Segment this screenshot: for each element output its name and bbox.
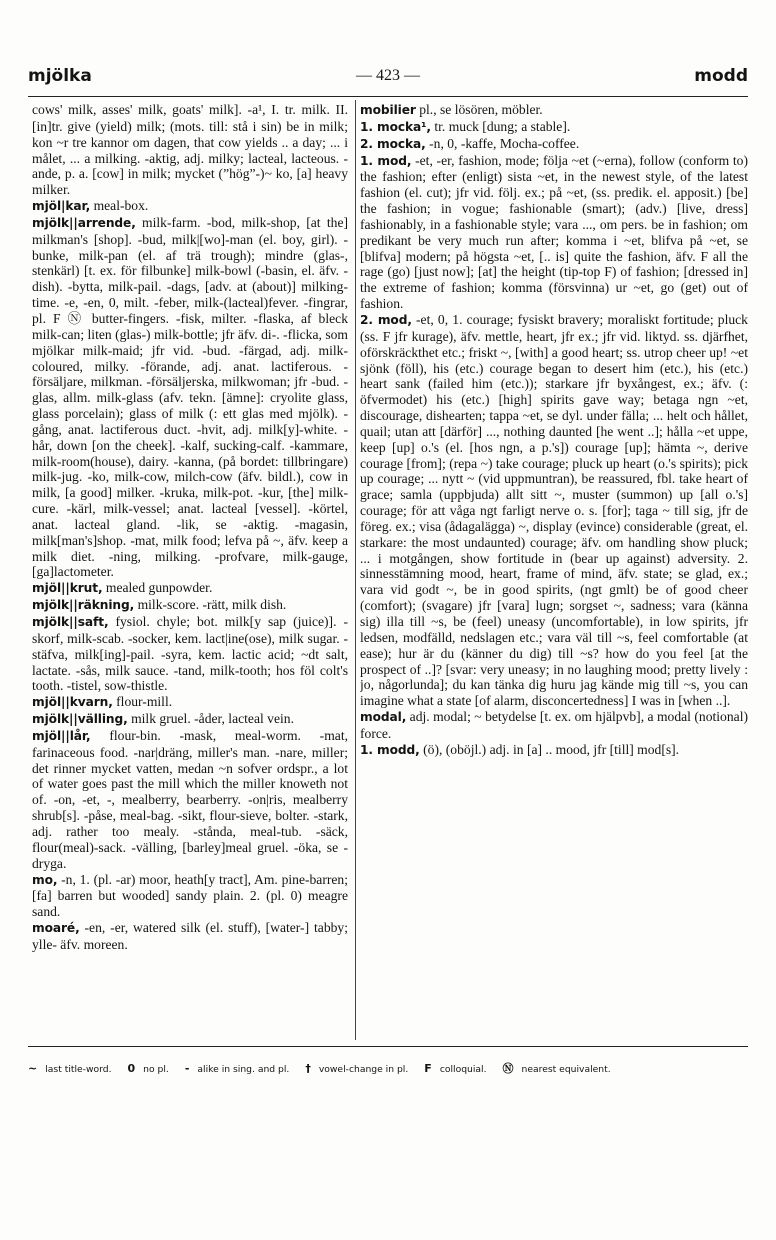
entry-headword: 2. mocka, [360,136,426,151]
header-rule [28,96,748,97]
left-column [32,102,348,1042]
entry-definition: flour-mill. [116,694,173,710]
abbreviation-legend [28,1060,748,1076]
column-divider [355,100,356,1040]
dictionary-entry [32,711,348,728]
entry-headword: mo, [32,872,58,887]
left-guide-word: mjölka [28,66,92,86]
dictionary-entry [32,694,348,711]
legend-item [28,1064,120,1075]
legend-symbol: ~ [28,1062,38,1075]
legend-symbol: F [424,1062,432,1075]
entry-definition: tr. muck [dung; a stable]. [434,118,571,134]
entry-headword: 1. mod, [360,153,412,168]
entry-headword: mjölk||räkning, [32,598,135,613]
entry-definition: flour-bin. -mask, meal-worm. -mat, farinaceous food. -nar|dräng, miller's man. -nare, miller; det rinner mycket vatten, medan ~n sofver ordspr., a lot of water goes past the mill which the miller knoweth not of. -on, -et, -, mealberry, bearberry. -on|ris, mealberry shrub[s]. -påse, meal-bag. -sikt, flour-sieve, bolter. -stark, adj. rather too mealy. -stånda, meal-tub. -säck, flour(meal)-sack. -välling, [barley]meal gruel. -öka, se -dryga. [32,727,348,871]
entry-headword: 1. mocka¹, [360,119,431,134]
entry-definition: -n, 1. (pl. -ar) moor, heath[y tract], Am. pine-barren; [fa] barren but wooded] sandy plain. 2. (pl. 0) meagre sand. [32,871,348,920]
entry-headword: mjöl||lår, [32,728,91,743]
dictionary-entry [360,709,748,742]
dictionary-entry [32,728,348,872]
legend-text: last title-word. [45,1064,112,1075]
entry-definition: pl., se lösören, möbler. [419,102,543,117]
page-number: — 423 — [356,67,420,84]
legend-text: alike in sing. and pl. [197,1064,290,1075]
entry-headword: 2. mod, [360,312,412,327]
legend-text: colloquial. [439,1064,487,1075]
entry-definition: milk-score. -rätt, milk dish. [137,597,287,613]
dictionary-entry [360,102,748,119]
entry-definition: mealed gunpowder. [105,580,213,596]
legend-symbol: Ⓝ [502,1062,514,1075]
dictionary-entry [360,119,748,136]
entry-definition: cows' milk, asses' milk, goats' milk]. -a¹, I. tr. milk. II. [in]tr. give (yield) milk; (mots. till: stå i sin) be in milk; kon ~r tre kannor om dagen, that cow yields .. a day; ... i målet, ... a milking. -aktig, adj. milky; lacteal, lacteous. -ande, p. a. [cow] in milk; mycket (”hög”-)~ ko, [a] heavy milker. [32,102,348,198]
entry-headword: moaré, [32,921,80,936]
legend-symbol: 0 [127,1062,136,1075]
entry-headword: mjölk||arrende, [32,215,136,230]
legend-item [185,1064,298,1075]
entry-headword: mjölk||välling, [32,712,128,727]
entry-definition: -et, 0, 1. courage; fysiskt bravery; moraliskt fortitude; pluck (ss. F jfr kurage), äfv. mettle, heart, jfr ex.; jfr vid. liktyd. ss. djärfhet, oförskräckthet etc.; friskt ~, [with] a good heart; ss. utrop cheer up! ~et sjönk (föll), his (etc.) courage began to desert him (etc.), his (etc.) heart sank (failed him (etc.)); starkare jfr byxångest, ex.; äfv. (: öfvermodet) his (etc.) [high] spirits gave way; betaga ngn ~et, discourage, dishearten; tappa ~et, se dyl. under fälla; ... helt och hållet, quail; utan att [därför] ..., nothing daunted [he went ..]; hålla ~et uppe, keep [up] o.'s (el. [hos ngn, a p.'s]) courage [up]; hämta ~, derive courage [from]; (repa ~) take courage; pluck up heart (o.'s spirits); pick up courage; ... nytt ~ (vid uppmuntran), be reassured, fbl. take heart of grace; samla (uppbjuda) allt sitt ~, muster (summon) up [all o.'s] courage; för att våga ngt farligt nerve o. s. [for]; taga ~ till sig, jfr de föreg. ex.; visa (ådagalägga) ~, display (evince) considerable (great, el. starkare: the most undaunted) courage; äfv. om handling show pluck; ... i motgången, show fortitude in (bear up against) adversity. 2. sinnesstämning mood, heart, frame of mind, äfv. state; se glad, ex.; vara vid godt ~, be in good spirits, (ngt gmlt) be of good cheer (comfort); (svagare) jfr [vara] lugn; sorgset ~, sadness; vara (känna sig) illa till ~s, be (feel) uneasy (uncomfortable), in low spirits, jfr ledsen, modfälld, nedslagen etc.; vara väl till ~s, feel comfortable (at ease); hur är du (känner du dig) till ~s? how do you feel [at the prospect of ..]? [svar: very uneasy; in no laughing mood; pretty lively : jo, någorlunda]; du kan tänka dig huru jag kände mig till ~s, you can imagine what a state [of alarm, disconcertedness] I was in [when ..]. [360,311,748,709]
dictionary-entry [32,597,348,614]
legend-item [305,1064,416,1075]
legend-item [503,1064,619,1075]
legend-item [128,1064,177,1075]
legend-symbol: † [305,1062,311,1075]
page-header [28,66,748,94]
entry-definition: meal-box. [93,198,149,214]
entry-headword: 1. modd, [360,742,420,757]
entry-definition: -n, 0, -kaffe, Mocha-coffee. [429,135,580,151]
entry-definition: milk-farm. -bod, milk-shop, [at the] milkman's [shop]. -bud, milk|[wo]-man (el. boy, girl). -bunke, milk-pan (el. af trä trough); mindre (glas-, stenkärl) [t. ex. för filbunke] milk-bowl (-basin, el. äfv. -dish). -bytta, milk-pail. -dags, [adv. at (about)] milking-time. -e, -en, 0, milt. -feber, milk-(lacteal)fever. -fingrar, pl. F Ⓝ butter-fingers. -fisk, milter. -flaska, af bleck milk-can; liten (glas-) milk-bottle; jfr äfv. di-. -flicka, som mjölkar milk-maid; jfr vid. -bud. -färgad, adj. milk-coloured, milky. -förande, adj. anat. lactiferous. -försäljare, milkman. -försäljerska, milkwoman; jfr -bud. -glas, allm. milk-glass (afv. tekn. [ämne]: cryolite glass, glass porcelain); glass of milk (: ett glas med mjölk). -gång, anat. lactiferous duct. -hvit, adj. milk[y]-white. -hår, down [on the cheek]. -kalf, sucking-calf. -kammare, milk-room(house), dairy. -kanna, (på bordet: tillbringare) milk-jug. -ko, milk-cow, milch-cow (äfv. bildl.), cow in milk, [a good] milker. -kruka, milk-pot. -kur, [the] milk-cure. -kärl, milk-vessel; anat. lacteal [vessel]. -körtel, anat. lacteal gland. -lik, se -aktig. -magasin, milk[man's]shop. -mat, milk food; lefva på ~, äfv. keep a milk diet. -ning, milking. -profvare, milk-gauge, [ga]lactometer. [32,214,348,580]
dictionary-entry [32,580,348,597]
dictionary-entry [360,742,748,759]
dictionary-entry [360,136,748,153]
legend-symbol: - [184,1062,190,1075]
entry-definition: (ö), (oböjl.) adj. in [a] .. mood, jfr [till] mod[s]. [423,741,680,757]
legend-text: no pl. [143,1064,169,1075]
dictionary-entry [360,153,748,312]
entry-definition: fysiol. chyle; bot. milk[y sap (juice)]. -skorf, milk-scab. -socker, kem. lact|ine(ose), milk sugar. -stäfva, milk[ing]-pail. -syra, kem. lactic acid; ~dt salt, lactate. -sås, milk sauce. -tand, milk-tooth; hos föl colt's tooth. -tistel, sow-thistle. [32,614,348,694]
legend-text: nearest equivalent. [521,1064,611,1075]
entry-headword: mobilier [360,103,416,117]
dictionary-entry [32,102,348,198]
entry-definition: -en, -er, watered silk (el. stuff), [water-] tabby; ylle- äfv. moreen. [32,920,348,952]
dictionary-entry [32,198,348,215]
dictionary-entry [32,920,348,953]
right-column [360,102,748,1042]
dictionary-entry [360,312,748,709]
entry-headword: mjölk||saft, [32,615,109,629]
entry-headword: mjöl|kar, [32,199,91,214]
entry-headword: mjöl||kvarn, [32,695,113,710]
entry-headword: mjöl||krut, [32,581,103,596]
entry-headword: modal, [360,710,407,725]
entry-definition: -et, -er, fashion, mode; följa ~et (~erna), follow (conform to) the fashion; efter (enligt) sista ~et, in the newest style, of the latest fashion (el. cut); jfr vid. följ. ex.; på ~et, (ss. predik. el. apposit.) [be] the fashion; in vogue; fashionable (smart); (adv.) [live, dress] fashionably, in a fashionable style; vara ..., om pers. be in fashion; om predikant be very much run after; komma i ~et, blifva på ~et, se [blifva] modern; på högsta ~et, [.. is] quite the fashion, äfv. F all the rage (go) [just now]; [at] the height (tip-top F) of fashion; [dressed in] the extreme of fashion; komma (försvinna) ur ~et, go (get) out of fashion. [360,152,748,312]
entry-definition: adj. modal; ~ betydelse [t. ex. om hjälpvb], a modal (notional) force. [360,709,748,741]
entry-definition: milk gruel. -åder, lacteal vein. [131,711,294,727]
dictionary-entry [32,872,348,921]
legend-text: vowel-change in pl. [318,1064,409,1075]
dictionary-entry [32,614,348,694]
dictionary-entry [32,215,348,580]
footer-rule [28,1046,748,1047]
right-guide-word: modd [694,66,748,86]
legend-item [424,1064,494,1075]
